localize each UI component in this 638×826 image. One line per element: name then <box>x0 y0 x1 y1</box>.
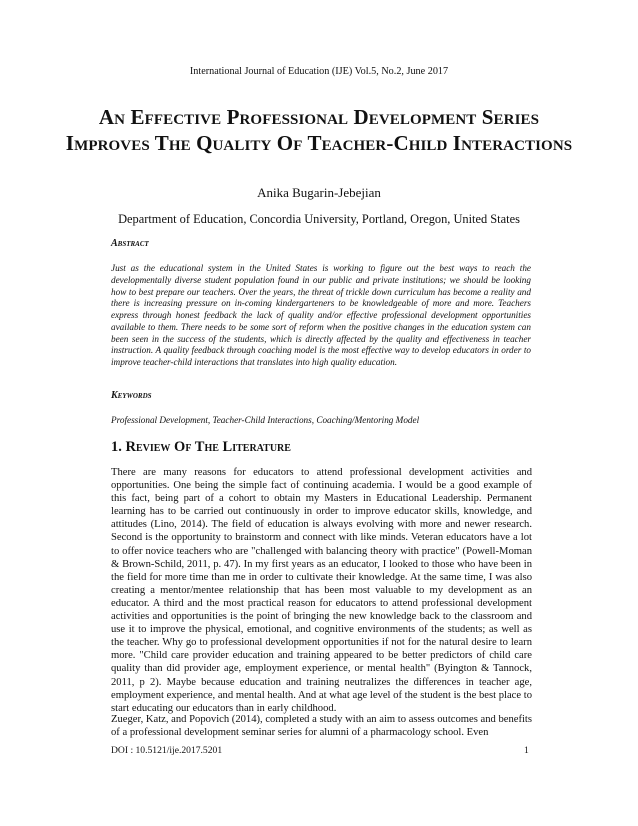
abstract-text: Just as the educational system in the United States is working to figure out the best ways to reach the developmentally diverse student population found in our public and private institutions; we should be looking how to best prepare our teachers. Over the years, the threat of trickle down curriculum has become a reality and there is increasing pressure on in-coming kindergarteners to be knowledgeable of more and more. Teachers express through honest feedback the lack of quality and/or effective professional development opportunities available to them. There needs to be some sort of reform when the positive changes in the education system can been seen in the success of the students, which is directly affected by the quality and effectiveness in teacher instruction. A quality feedback through coaching model is the most effective way to develop educators in order to improve teacher-child interactions that translates into high quality education. <box>111 263 531 367</box>
page-number: 1 <box>524 745 529 756</box>
body-paragraph: There are many reasons for educators to attend professional development activities and opportunities. One being the simple fact of continuing academia. I would be a good example of this fact, being part of a cohort to obtain my Masters in Educational Leadership. Permanent learning has to be carried out continuously in order to improve educator skills, knowledge, and attitudes (Lino, 2014). The field of education is always evolving with more and newer research. Second is the opportunity to brainstorm and connect with like minds. Veteran educators have a lot to offer novice teachers who are "challenged with balancing theory with practice" (Powell-Moman & Brown-Schild, 2011, p. 47). In my first years as an educator, I looked to those who have been in the field for more time than me in order to cultivate their knowledge. At the same time, I was also creating a mentor/mentee relationship that has been most valuable to my development as an educator. A third and the most practical reason for educators to attend professional development activities and opportunities is the point of bringing the new knowledge back to the classroom and use it to improve the physical, emotional, and cognitive environments of the students; as well as the teacher. Why go to professional development opportunities if not for the natural desire to learn more. "Child care provider education and training appeared to be better predictors of child care quality than did provider age, employment experience, or mental health" (Byington & Tannock, 2011, p 2). Maybe because education and training neutralizes the differences in teacher age, employment experience, and mental health. And at what age level of the student is the best place to start educating our educators than in early childhood. <box>111 467 532 714</box>
section-heading: 1. Review Of The Literature <box>111 439 291 455</box>
author-name: Anika Bugarin-Jebejian <box>257 185 381 200</box>
body-paragraph: Zueger, Katz, and Popovich (2014), completed a study with an aim to assess outcomes and benefits of a professional development seminar series for alumni of a pharmacology school. Even <box>111 714 532 739</box>
abstract-label: Abstract <box>111 238 149 249</box>
author-affiliation: Department of Education, Concordia University, Portland, Oregon, United States <box>118 212 520 226</box>
paper-title: An Effective Professional Development Series Improves The Quality Of Teacher-Child Interactions <box>65 105 573 155</box>
keywords-text: Professional Development, Teacher-Child Interactions, Coaching/Mentoring Model <box>111 415 420 425</box>
journal-header: International Journal of Education (IJE) Vol.5, No.2, June 2017 <box>189 66 449 77</box>
keywords-label: Keywords <box>111 390 152 401</box>
doi-footer: DOI : 10.5121/ije.2017.5201 <box>111 745 223 756</box>
